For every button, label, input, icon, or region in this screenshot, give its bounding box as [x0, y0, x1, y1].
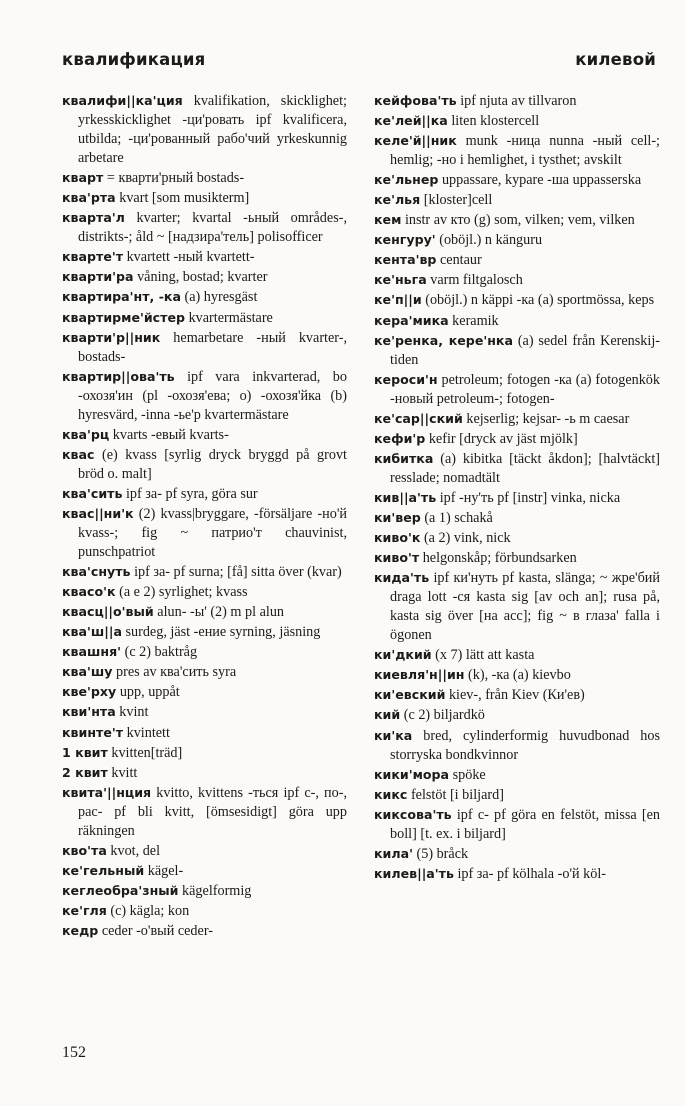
dictionary-entry [374, 528, 660, 548]
definition: (2) kvass|bryggare, -försäljare -но'й kvass-; fig ~ патрио'т chauvinist, punschpatriot [78, 505, 347, 561]
headword: кента'вр [374, 252, 437, 268]
dictionary-entry [62, 425, 347, 445]
definition: upp, uppåt [116, 684, 180, 701]
dictionary-entry [62, 247, 347, 267]
headword: квасо'к [62, 584, 116, 600]
headword: ке'лей||ка [374, 113, 448, 129]
dictionary-entry [62, 642, 347, 662]
headword: кви'нта [62, 704, 116, 720]
dictionary-entry [62, 328, 347, 367]
definition: våning, bostad; kvarter [133, 269, 268, 286]
definition: kvalifikation, skicklighet; yrkesskicklighet -ци'ровать ipf kvalificera, utbilda; -ци'рованный рабо'чий yrkeskunnig arbetare [78, 93, 347, 167]
headword: кедр [62, 922, 99, 938]
headword: кварти'р||ник [62, 329, 161, 345]
headword: кварт [62, 170, 104, 186]
definition: pres av ква'сить syra [112, 664, 237, 681]
definition: kvarts -евый kvarts- [109, 426, 229, 443]
running-head-left: квалификация [62, 50, 206, 69]
definition: ipf за- pf kölhala -о'й köl- [453, 865, 607, 882]
dictionary-entry [62, 208, 347, 247]
headword: кикс [374, 786, 408, 802]
dictionary-entry [62, 188, 347, 208]
headword: киво'т [374, 550, 420, 566]
dictionary-entry [374, 170, 660, 190]
dictionary-entry [374, 190, 660, 210]
dictionary-entry [62, 662, 347, 682]
headword: киво'к [374, 530, 421, 546]
definition: centaur [436, 252, 482, 269]
dictionary-entry [374, 844, 660, 864]
headword: квартирме'йстер [62, 309, 186, 325]
definition: (e) kvass [syrlig dryck bryggd på grovt bröd o. malt] [78, 446, 347, 482]
definition: kägelformig [178, 882, 252, 899]
headword: ке'гельный [62, 862, 145, 878]
definition: instr av кто (g) som, vilken; vem, vilken [401, 212, 635, 229]
headword: кероси'н [374, 371, 438, 387]
headword: кида'ть [374, 570, 430, 586]
dictionary-entry [374, 785, 660, 805]
definition: munk -ница nunna -ный cell-; hemlig; -но i hemlighet, i tysthet; avskilt [390, 133, 660, 169]
headword: киевля'н||ин [374, 667, 465, 683]
page-number: 152 [62, 1044, 86, 1061]
headword: ква'снуть [62, 564, 131, 580]
headword: кем [374, 212, 402, 228]
headword: ке'сар||ский [374, 410, 463, 426]
dictionary-entry [374, 331, 660, 370]
dictionary-entry [374, 111, 660, 131]
definition: ipf за- pf syra, göra sur [122, 485, 258, 502]
definition: keramik [448, 312, 499, 329]
dictionary-entry [62, 841, 347, 861]
dictionary-entry [374, 131, 660, 170]
definition: varm filtgalosch [426, 272, 523, 289]
dictionary-entry [374, 250, 660, 270]
definition: kvintett [123, 724, 170, 741]
dictionary-entry [374, 645, 660, 665]
headword: кера'мика [374, 312, 449, 328]
headword: кеглеобра'зный [62, 882, 179, 898]
dictionary-entry [62, 308, 347, 328]
headword: кенгуру' [374, 232, 436, 248]
headword: кий [374, 707, 401, 723]
dictionary-entry [374, 864, 660, 884]
definition: (oböjl.) n käppi -ка (a) sportmössa, keps [421, 292, 655, 309]
headword: квас [62, 446, 95, 462]
headword: 2 квит [62, 764, 108, 780]
definition: kägel- [144, 862, 184, 879]
headword: ки'вер [374, 509, 421, 525]
definition: (x 7) lätt att kasta [431, 647, 535, 664]
definition: ipf за- pf surna; [få] sitta över (kvar) [130, 564, 342, 581]
dictionary-entry [62, 445, 347, 484]
dictionary-entry [62, 504, 347, 562]
dictionary-entry [374, 91, 660, 111]
headword: кве'рху [62, 684, 117, 700]
headword: ква'ш||а [62, 624, 122, 640]
headword: кибитка [374, 450, 434, 466]
headword: квалифи||ка'ция [62, 93, 183, 108]
definition: surdeg, jäst -ение syrning, jäsning [121, 624, 321, 641]
dictionary-entry [374, 370, 660, 409]
definition: (a) hyresgäst [180, 289, 258, 306]
definition: ipf ки'нуть pf kasta, slänga; ~ жре'бий draga lott -ся kasta sig [av och an]; rusa på, kasta sig över [на acc]; fig ~ в глаза' falla i ögonen [390, 570, 660, 644]
dictionary-entry [62, 881, 347, 901]
dictionary-entry [62, 168, 347, 188]
dictionary-entry [62, 783, 347, 841]
dictionary-entry [374, 270, 660, 290]
dictionary-entry [62, 743, 347, 763]
definition: alun- -ы' (2) m pl alun [153, 604, 285, 621]
dictionary-entry [374, 508, 660, 528]
definition: spöke [449, 766, 486, 783]
dictionary-entry [62, 287, 347, 307]
definition: (c) kägla; kon [106, 902, 190, 919]
headword: кив||а'ть [374, 489, 437, 505]
headword: 1 квит [62, 744, 108, 760]
dictionary-entry [374, 429, 660, 449]
headword: кво'та [62, 842, 107, 858]
dictionary-column-left [62, 91, 347, 941]
headword: килев||а'ть [374, 865, 454, 881]
dictionary-entry [374, 290, 660, 310]
definition: kvitto, kvittens -ться ipf с-, по-, рас- pf bli kvitt, [ömsesidigt] göra upp räkningen [78, 784, 347, 839]
headword: ке'п||и [374, 292, 422, 308]
definition: (a 1) schakå [420, 509, 493, 526]
dictionary-entry [374, 548, 660, 568]
headword: квас||ни'к [62, 505, 134, 521]
definition: (a e 2) syrlighet; kvass [115, 584, 248, 601]
dictionary-entry [374, 665, 660, 685]
definition: kejserlig; kejsar- -ь m caesar [462, 410, 630, 427]
headword: кварта'л [62, 210, 125, 226]
definition: kvot, del [106, 842, 161, 859]
headword: ки'ка [374, 727, 413, 743]
dictionary-entry [374, 488, 660, 508]
definition: ipf vara inkvarterad, bo -охозя'ин (pl -охозя'ева; o) -охозя'йка (b) hyresvärd, -inna -ье'р kvartermästare [78, 368, 347, 423]
definition: (oböjl.) n känguru [435, 232, 543, 249]
dictionary-entry [62, 367, 347, 425]
definition: = кварти'рный bostads- [103, 170, 245, 187]
dictionary-entry [62, 562, 347, 582]
dictionary-entry [374, 311, 660, 331]
dictionary-entry [62, 622, 347, 642]
dictionary-entry [62, 921, 347, 941]
headword: ква'сить [62, 485, 123, 501]
headword: квита'||нция [62, 784, 152, 800]
headword: ква'шу [62, 664, 113, 680]
dictionary-entry [62, 901, 347, 921]
headword: ке'ньга [374, 272, 427, 288]
definition: [kloster]cell [420, 192, 493, 209]
definition: hemarbetare -ный kvarter-, bostads- [78, 329, 347, 365]
dictionary-entry [374, 685, 660, 705]
dictionary-entry [62, 702, 347, 722]
dictionary-entry [62, 91, 347, 168]
headword: квашня' [62, 644, 122, 660]
headword: ква'рц [62, 426, 110, 442]
definition: felstöt [i biljard] [407, 786, 504, 803]
definition: ipf -ну'ть pf [instr] vinka, nicka [436, 489, 621, 506]
dictionary-entry [62, 861, 347, 881]
dictionary-entry [374, 409, 660, 429]
headword: квинте'т [62, 724, 124, 740]
definition: kvitt [107, 764, 138, 781]
definition: helgonskåp; förbundsarken [419, 550, 577, 567]
definition: uppassare, kypare -ша uppasserska [438, 172, 642, 189]
headword: киксова'ть [374, 806, 452, 822]
headword: ке'ренка, кере'нка [374, 332, 513, 348]
dictionary-entry [62, 723, 347, 743]
dictionary-entry [374, 726, 660, 765]
dictionary-entry [62, 267, 347, 287]
definition: kvint [115, 704, 149, 721]
headword: кварти'ра [62, 269, 134, 285]
definition: liten klostercell [447, 113, 540, 130]
dictionary-entry [374, 705, 660, 725]
dictionary-entry [374, 449, 660, 488]
dictionary-entry [374, 210, 660, 230]
dictionary-entry [374, 765, 660, 785]
dictionary-entry [62, 582, 347, 602]
headword: ке'лья [374, 192, 421, 208]
dictionary-entry [374, 568, 660, 645]
headword: кики'мора [374, 766, 450, 782]
definition: kiev-, från Kiev (Ки'ев) [445, 687, 585, 704]
headword: квасц||о'вый [62, 604, 154, 620]
headword: кварте'т [62, 249, 124, 265]
dictionary-entry [62, 682, 347, 702]
headword: ке'гля [62, 902, 107, 918]
running-head-right: килевой [575, 50, 656, 69]
dictionary-column-right [374, 91, 660, 884]
dictionary-entry [62, 602, 347, 622]
headword: келе'й||ник [374, 133, 457, 149]
headword: кейфова'ть [374, 93, 457, 108]
definition: (a) sedel från Kerenskij-tiden [390, 332, 660, 368]
definition: (c 2) biljardkö [400, 707, 485, 724]
headword: ки'дкий [374, 647, 432, 663]
headword: ке'льнер [374, 172, 439, 188]
headword: квартир||ова'ть [62, 368, 175, 384]
definition: kvartermästare [185, 309, 273, 326]
definition: (k), -ка (a) kievbo [464, 667, 571, 684]
definition: (a 2) vink, nick [420, 530, 511, 547]
definition: ipf с- pf göra en felstöt, missa [en boll] [t. ex. i biljard] [390, 806, 660, 842]
dictionary-entry [62, 763, 347, 783]
dictionary-entry [62, 484, 347, 504]
definition: (5) bråck [412, 845, 469, 862]
definition: petroleum; fotogen -ка (a) fotogenkök -новый petroleum-; fotogen- [390, 371, 660, 407]
definition: kvitten[träd] [107, 744, 183, 761]
dictionary-entry [374, 805, 660, 844]
definition: kvart [som musikterm] [115, 190, 250, 207]
definition: (c 2) baktråg [121, 644, 198, 661]
definition: (a) kibitka [täckt åkdon]; [halvtäckt] resslade; nomadtält [390, 450, 660, 486]
definition: kvartett -ный kvartett- [123, 249, 255, 266]
headword: кефи'р [374, 430, 426, 446]
headword: кила' [374, 845, 413, 861]
definition: kefir [dryck av jäst mjölk] [425, 430, 578, 447]
definition: ceder -о'вый ceder- [98, 922, 213, 939]
definition: kvarter; kvartal -ьный områdes-, distrikts-; åld ~ [надзира'тель] polisofficer [78, 210, 347, 246]
headword: квартира'нт, -ка [62, 289, 181, 305]
definition: ipf njuta av tillvaron [456, 93, 577, 109]
headword: ки'евский [374, 687, 446, 703]
headword: ква'рта [62, 190, 116, 206]
dictionary-entry [374, 230, 660, 250]
definition: bred, cylinderformig huvudbonad hos storryska bondkvinnor [390, 727, 660, 763]
